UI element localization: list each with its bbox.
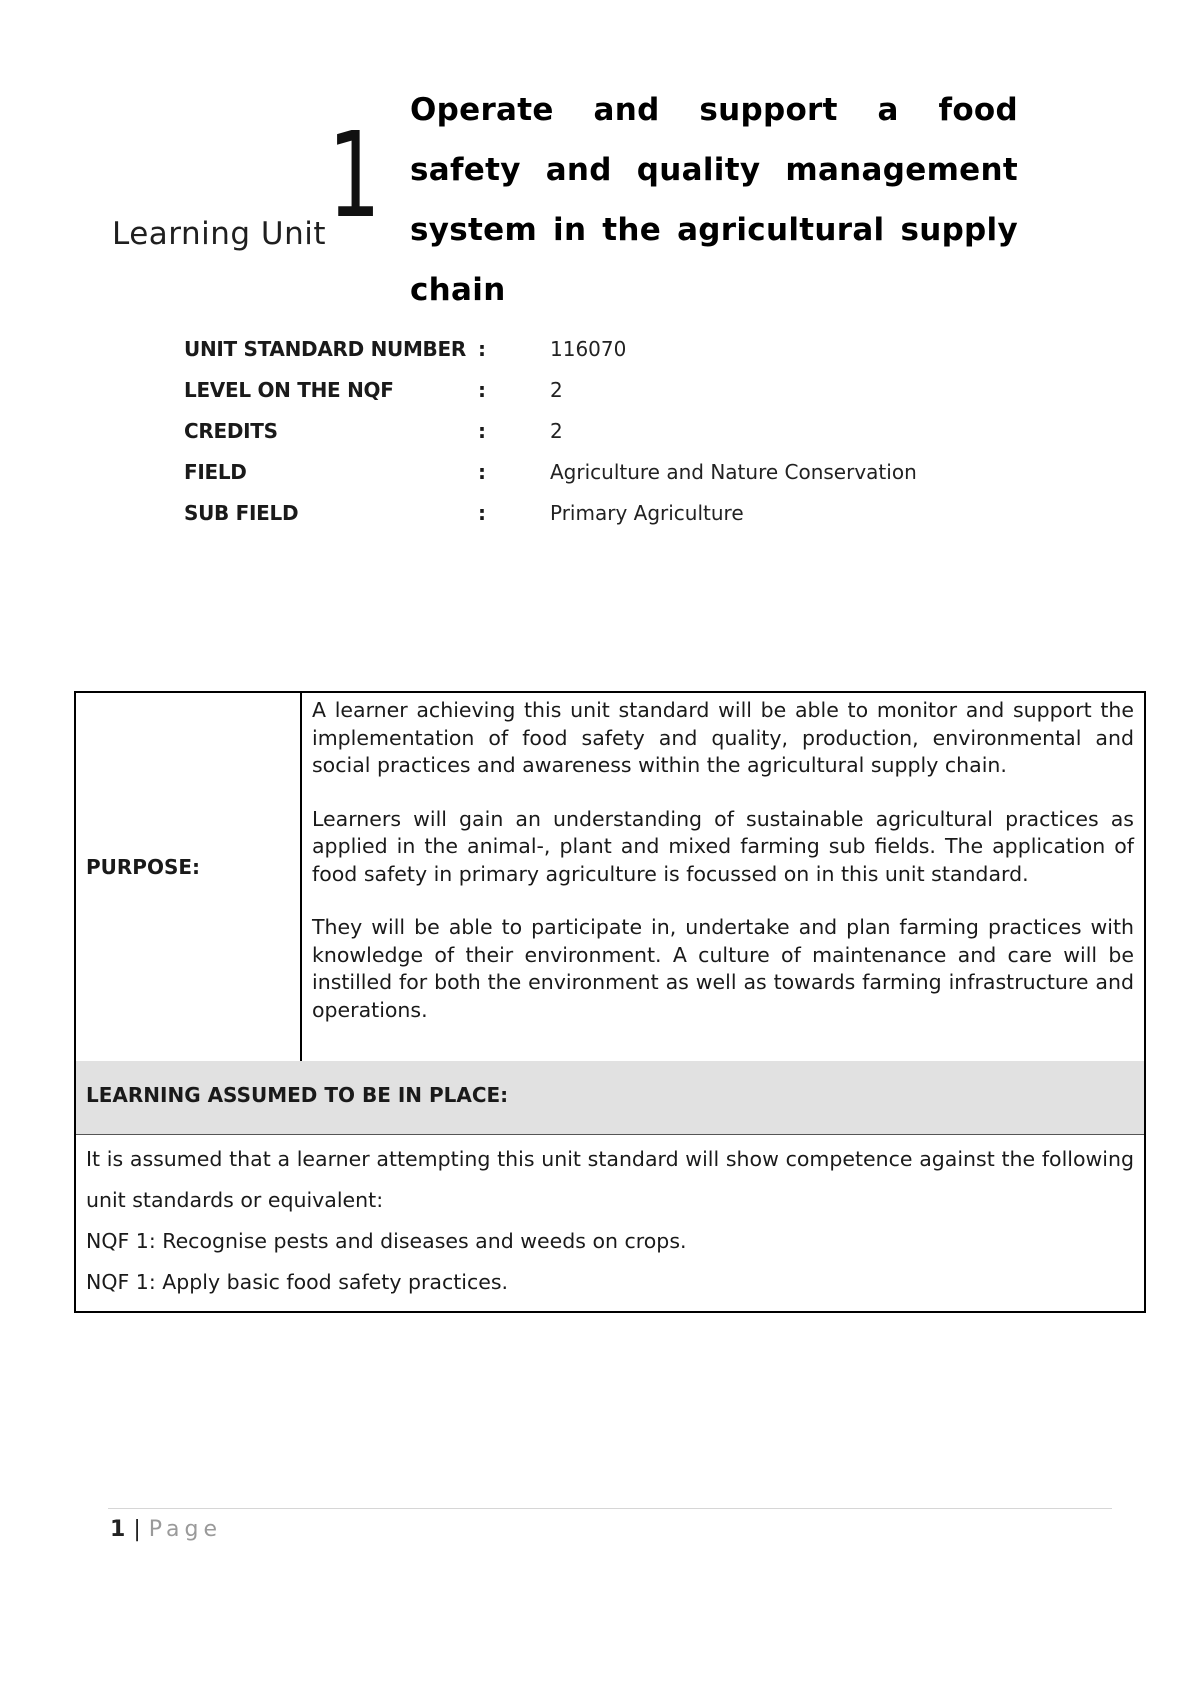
assumed-line: NQF 1: Apply basic food safety practices. [86,1270,509,1294]
info-key: UNIT STANDARD NUMBER [184,336,466,361]
info-key: CREDITS [184,418,278,443]
purpose-row [76,693,1144,1061]
info-value: 2 [550,377,563,402]
unit-standard-table [74,691,1146,1313]
info-colon: : [478,377,486,402]
learning-unit-number: 1 [328,106,381,244]
info-colon: : [478,336,486,361]
info-value: Primary Agriculture [550,500,744,525]
footer-divider [108,1508,1112,1509]
page-word: Page [148,1517,222,1542]
info-row-field [184,451,917,492]
info-value: Agriculture and Nature Conservation [550,459,917,484]
info-row-unit-standard-number [184,328,917,369]
unit-info-list [184,328,917,533]
info-key: FIELD [184,459,247,484]
purpose-paragraph: They will be able to participate in, undertake and plan farming practices with knowledge of their environment. A culture of maintenance and care will be instilled for both the environment as well as towards farming infrastructure and operations. [312,915,1134,1022]
learning-assumed-heading: LEARNING ASSUMED TO BE IN PLACE: [76,1061,1144,1135]
purpose-text [302,693,1144,1061]
learning-unit-label: Learning Unit [112,216,327,252]
info-colon: : [478,459,486,484]
footer-separator: | [133,1517,141,1542]
info-row-level-on-nqf [184,369,917,410]
purpose-paragraph: Learners will gain an understanding of sustainable agricultural practices as applied in the animal-, plant and mixed farming sub fields. The application of food safety in primary agriculture is focussed on in this unit standard. [312,806,1134,886]
info-value: 116070 [550,336,627,361]
info-value: 2 [550,418,563,443]
info-key: SUB FIELD [184,500,299,525]
page-number: 1 [110,1517,126,1542]
purpose-paragraph: A learner achieving this unit standard will be able to monitor and support the implementation of food safety and quality, production, environmental and social practices and awareness within the agricultural supply chain. [312,698,1134,777]
assumed-line: It is assumed that a learner attempting this unit standard will show competence against the following unit standards or equivalent: [86,1147,1134,1212]
info-row-sub-field [184,492,917,533]
purpose-label: PURPOSE: [76,693,302,1061]
info-key: LEVEL ON THE NQF [184,377,394,402]
learning-assumed-body [76,1135,1144,1311]
unit-title: Operate and support a food safety and quality management system in the agricultural supply chain [410,92,1018,308]
assumed-line: NQF 1: Recognise pests and diseases and weeds on crops. [86,1229,687,1253]
info-colon: : [478,500,486,525]
info-row-credits [184,410,917,451]
page-footer [110,1517,222,1542]
info-colon: : [478,418,486,443]
